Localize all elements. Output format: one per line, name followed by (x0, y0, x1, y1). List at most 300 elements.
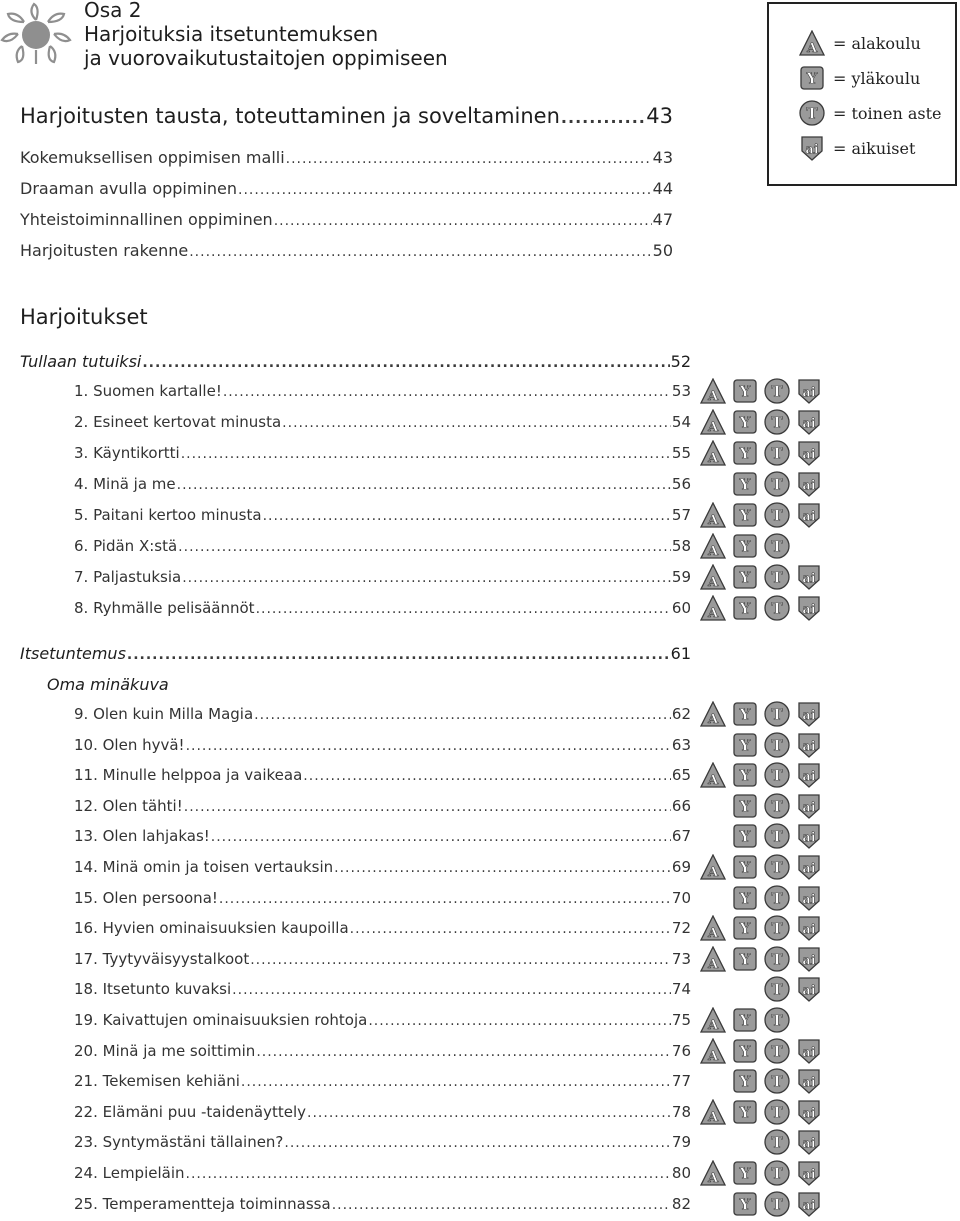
page-number: 69 (671, 858, 691, 876)
svg-text:T: T (771, 1164, 783, 1183)
toinen-aste-badge-icon (764, 564, 790, 590)
svg-text:Y: Y (739, 858, 751, 877)
entry-label: 21. Tekemisen kehiäni (74, 1072, 240, 1091)
legend-row (799, 135, 915, 161)
entry-label: Yhteistoiminnallinen oppiminen (20, 210, 273, 229)
ylakoulu-badge-icon (732, 1099, 758, 1125)
aikuiset-badge-icon (796, 440, 822, 466)
toc-exercise-entry (74, 1195, 691, 1217)
ylakoulu-badge-icon (732, 823, 758, 849)
legend-label: = alakoulu (833, 33, 921, 53)
svg-text:ai: ai (802, 922, 816, 938)
alakoulu-badge-icon (700, 533, 726, 559)
toinen-aste-badge-icon (764, 885, 790, 911)
entry-label: Draaman avulla oppiminen (20, 179, 238, 198)
page-number: 56 (671, 475, 691, 493)
svg-text:T: T (771, 1011, 783, 1030)
toinen-aste-badge-icon (764, 793, 790, 819)
toc-entry-background (20, 104, 673, 132)
level-badges (700, 762, 830, 792)
toinen-aste-badge-icon (764, 854, 790, 880)
svg-text:ai: ai (805, 142, 819, 158)
toc-entry (20, 148, 673, 170)
ylakoulu-badge-icon (732, 533, 758, 559)
dot-leader (211, 829, 671, 845)
page-number: 80 (671, 1164, 691, 1182)
ylakoulu-badge-icon (732, 885, 758, 911)
page-number: 59 (671, 568, 691, 586)
entry-label: 11. Minulle helppoa ja vaikeaa (74, 766, 303, 785)
svg-text:ai: ai (802, 478, 816, 494)
aikuiset-badge-icon (796, 1191, 822, 1217)
svg-text:T: T (806, 104, 818, 123)
entry-label: Tullaan tutuiksi (20, 352, 142, 371)
svg-text:Y: Y (739, 1011, 751, 1030)
alakoulu-badge-icon (700, 595, 726, 621)
entry-label: 18. Itsetunto kuvaksi (74, 980, 232, 999)
ylakoulu-badge-icon (732, 409, 758, 435)
ylakoulu-badge-icon (732, 1160, 758, 1186)
legend-row (799, 100, 941, 126)
toc-section-tullaan-tutuiksi (20, 352, 691, 374)
alakoulu-badge-icon (700, 502, 726, 528)
level-badges (700, 595, 830, 625)
aikuiset-badge-icon (796, 946, 822, 972)
entry-label: 14. Minä omin ja toisen vertauksin (74, 858, 334, 876)
dot-leader (232, 982, 671, 998)
svg-text:T: T (771, 919, 783, 938)
svg-text:A: A (707, 513, 719, 528)
aikuiset-badge-icon (796, 976, 822, 1002)
alakoulu-badge-icon (700, 762, 726, 788)
ylakoulu-badge-icon (732, 440, 758, 466)
ylakoulu-badge-icon (732, 1038, 758, 1064)
aikuiset-badge-icon (796, 595, 822, 621)
svg-text:Y: Y (739, 797, 751, 816)
page-number: 60 (671, 599, 691, 617)
alakoulu-badge-icon (700, 564, 726, 590)
svg-text:ai: ai (802, 800, 816, 816)
svg-text:ai: ai (802, 983, 816, 999)
page-number: 73 (671, 949, 691, 968)
svg-text:T: T (771, 1072, 783, 1091)
svg-text:A: A (707, 1018, 719, 1033)
dot-leader (177, 477, 671, 493)
ylakoulu-badge-icon (732, 378, 758, 404)
toc-exercise-entry (74, 382, 691, 404)
entry-label: Harjoitusten tausta, toteuttaminen ja soveltaminen (20, 104, 560, 128)
dot-leader (127, 647, 670, 663)
exercises-heading: Harjoitukset (20, 305, 148, 329)
toc-exercise-entry (74, 980, 691, 1002)
dot-leader (282, 415, 671, 431)
alakoulu-badge-icon (700, 701, 726, 727)
alakoulu-badge-icon (700, 1007, 726, 1033)
dot-leader (332, 1197, 671, 1213)
svg-text:T: T (771, 797, 783, 816)
dot-leader (274, 213, 652, 229)
svg-text:A: A (707, 926, 719, 942)
toc-exercise-entry (74, 1042, 691, 1064)
entry-label: 25. Temperamentteja toiminnassa (74, 1194, 331, 1213)
svg-text:Y: Y (739, 705, 751, 724)
level-badges (700, 440, 830, 470)
entry-label: 22. Elämäni puu -taidenäyttely (74, 1102, 307, 1121)
entry-label: 6. Pidän X:stä (74, 537, 178, 555)
alakoulu-badge-icon (700, 946, 726, 972)
svg-text:T: T (771, 1133, 783, 1152)
page-number: 78 (671, 1102, 691, 1121)
toinen-aste-badge-icon (764, 823, 790, 849)
level-badges (700, 793, 830, 823)
entry-label: 2. Esineet kertovat minusta (74, 413, 282, 431)
page-number: 52 (670, 352, 691, 371)
page-number: 65 (671, 766, 691, 785)
svg-text:Y: Y (739, 475, 751, 494)
svg-text:T: T (771, 705, 783, 724)
level-badges (700, 1007, 830, 1037)
part-title-line1: Harjoituksia itsetuntemuksen (84, 22, 379, 46)
dot-leader (561, 108, 645, 127)
toc-exercise-entry (74, 827, 691, 849)
toc-exercise-entry (74, 919, 691, 941)
svg-text:Y: Y (739, 506, 751, 525)
ylakoulu-badge-icon (732, 595, 758, 621)
dot-leader (256, 1044, 671, 1060)
aikuiset-badge-icon (796, 854, 822, 880)
alakoulu-badge-icon (700, 854, 726, 880)
aikuiset-badge-icon (796, 793, 822, 819)
dot-leader (223, 384, 671, 400)
toinen-aste-badge-icon (764, 915, 790, 941)
level-badges (700, 1038, 830, 1068)
toc-exercise-entry (74, 537, 691, 559)
svg-text:Y: Y (739, 1164, 751, 1183)
page-number: 76 (671, 1041, 691, 1060)
dot-leader (184, 799, 671, 815)
toc-exercise-entry (74, 705, 691, 727)
toc-exercise-entry (74, 1133, 691, 1155)
level-badges (700, 378, 830, 408)
page-number: 43 (646, 104, 673, 128)
aikuiset-badge-icon (796, 471, 822, 497)
dot-leader (186, 1166, 671, 1182)
level-badges (700, 1191, 830, 1221)
legend-label: = toinen aste (833, 103, 942, 123)
svg-text:T: T (771, 382, 783, 401)
toinen-aste-badge-icon (764, 533, 790, 559)
legend-label: = aikuiset (833, 138, 916, 158)
svg-text:ai: ai (802, 416, 816, 432)
svg-text:T: T (771, 950, 783, 969)
aikuiset-badge-icon (796, 885, 822, 911)
entry-label: 9. Olen kuin Milla Magia (74, 705, 254, 723)
dot-leader (284, 1135, 671, 1151)
svg-text:ai: ai (802, 1106, 816, 1122)
svg-text:ai: ai (802, 447, 816, 463)
entry-label: 4. Minä ja me (74, 475, 176, 493)
entry-label: 1. Suomen kartalle! (74, 382, 222, 400)
toinen-aste-badge-icon (764, 732, 790, 758)
aikuiset-badge-icon (796, 378, 822, 404)
dot-leader (286, 151, 652, 167)
page-number: 79 (671, 1133, 691, 1152)
svg-text:T: T (771, 506, 783, 525)
dot-leader (334, 860, 671, 876)
svg-text:T: T (771, 858, 783, 877)
dot-leader (368, 1013, 671, 1029)
toinen-aste-badge-icon (764, 1191, 790, 1217)
level-badges (700, 564, 830, 594)
dot-leader (263, 508, 671, 524)
entry-label: 12. Olen tähti! (74, 796, 183, 815)
entry-label: 24. Lempieläin (74, 1164, 185, 1182)
svg-text:A: A (707, 956, 719, 972)
svg-text:ai: ai (802, 1136, 816, 1152)
svg-text:ai: ai (802, 830, 816, 846)
toinen-aste-badge-icon (764, 1160, 790, 1186)
alakoulu-badge-icon (799, 30, 825, 56)
svg-text:Y: Y (739, 1103, 751, 1122)
ylakoulu-badge-icon (732, 732, 758, 758)
ylakoulu-badge-icon (732, 701, 758, 727)
entry-label: 10. Olen hyvä! (74, 735, 185, 754)
toinen-aste-badge-icon (764, 1038, 790, 1064)
toinen-aste-badge-icon (764, 1099, 790, 1125)
page-number: 77 (671, 1072, 691, 1091)
svg-text:A: A (707, 1109, 719, 1125)
toc-exercise-entry (74, 1164, 691, 1186)
entry-label: Kokemuksellisen oppimisen malli (20, 148, 285, 167)
toc-exercise-entry (74, 475, 691, 497)
svg-text:Y: Y (739, 950, 751, 969)
svg-text:ai: ai (802, 892, 816, 908)
page-number: 75 (671, 1011, 691, 1029)
page-number: 44 (652, 179, 673, 198)
ylakoulu-badge-icon (732, 946, 758, 972)
level-badges (700, 885, 830, 915)
dot-leader (241, 1074, 671, 1090)
entry-label: 23. Syntymästäni tällainen? (74, 1133, 284, 1152)
toc-exercise-entry (74, 444, 691, 466)
toc-exercise-entry (74, 1103, 691, 1125)
entry-label: 17. Tyytyväisyystalkoot (74, 949, 250, 968)
toinen-aste-badge-icon (799, 100, 825, 126)
page-number: 62 (671, 705, 691, 723)
page-number: 47 (652, 210, 673, 229)
toinen-aste-badge-icon (764, 1129, 790, 1155)
dot-leader (307, 1105, 671, 1121)
toc-exercise-entry (74, 889, 691, 911)
level-badges (700, 823, 830, 853)
level-badges (700, 409, 830, 439)
level-badges (700, 946, 830, 976)
sun-logo-icon (0, 0, 78, 66)
toinen-aste-badge-icon (764, 409, 790, 435)
alakoulu-badge-icon (700, 1038, 726, 1064)
dot-leader (254, 707, 671, 723)
entry-label: 15. Olen persoona! (74, 888, 218, 907)
alakoulu-badge-icon (700, 1099, 726, 1125)
svg-text:T: T (771, 599, 783, 618)
legend-row (799, 65, 920, 91)
toinen-aste-badge-icon (764, 701, 790, 727)
svg-text:ai: ai (802, 1198, 816, 1214)
toc-exercise-entry (74, 599, 691, 621)
toinen-aste-badge-icon (764, 378, 790, 404)
page-number: 53 (671, 382, 691, 400)
entry-label: Harjoitusten rakenne (20, 241, 189, 260)
aikuiset-badge-icon (796, 409, 822, 435)
toc-section-itsetuntemus (20, 644, 691, 666)
toc-exercise-entry (74, 1072, 691, 1094)
toc-exercise-entry (74, 568, 691, 590)
page-number: 70 (671, 888, 691, 907)
toc-exercise-entry (74, 413, 691, 435)
toc-exercise-entry (74, 797, 691, 819)
dot-leader (256, 601, 671, 617)
level-badges (700, 732, 830, 762)
entry-label: 5. Paitani kertoo minusta (74, 506, 262, 524)
aikuiset-badge-icon (796, 915, 822, 941)
svg-text:ai: ai (802, 571, 816, 587)
alakoulu-badge-icon (700, 378, 726, 404)
svg-text:Y: Y (739, 599, 751, 618)
aikuiset-badge-icon (796, 1160, 822, 1186)
svg-text:ai: ai (802, 1167, 816, 1183)
ylakoulu-badge-icon (732, 1191, 758, 1217)
svg-text:T: T (771, 766, 783, 785)
svg-text:Y: Y (739, 1195, 751, 1214)
level-badges (700, 1129, 830, 1159)
ylakoulu-badge-icon (732, 1007, 758, 1033)
level-badges (700, 502, 830, 532)
svg-text:T: T (771, 568, 783, 587)
page-number: 67 (671, 827, 691, 846)
svg-text:Y: Y (739, 382, 751, 401)
toinen-aste-badge-icon (764, 976, 790, 1002)
svg-text:T: T (771, 827, 783, 846)
dot-leader (250, 952, 671, 968)
dot-leader (186, 738, 671, 754)
svg-text:A: A (707, 712, 719, 727)
dot-leader (350, 921, 671, 937)
svg-text:Y: Y (739, 827, 751, 846)
svg-text:Y: Y (739, 766, 751, 785)
page-number: 82 (671, 1194, 691, 1213)
svg-text:T: T (771, 537, 783, 556)
page-number: 55 (671, 444, 691, 462)
entry-label: 8. Ryhmälle pelisäännöt (74, 599, 255, 617)
svg-text:ai: ai (802, 953, 816, 969)
svg-text:A: A (707, 606, 719, 621)
legend-row (799, 30, 921, 56)
toc-exercise-entry (74, 950, 691, 972)
level-badges (700, 701, 830, 731)
svg-text:ai: ai (802, 509, 816, 525)
page-number: 72 (671, 919, 691, 938)
entry-label: 13. Olen lahjakas! (74, 827, 210, 846)
svg-text:Y: Y (739, 537, 751, 556)
svg-text:Y: Y (739, 1042, 751, 1061)
dot-leader (182, 570, 671, 586)
svg-text:A: A (707, 420, 719, 435)
page-number: 54 (671, 413, 691, 431)
svg-text:T: T (771, 444, 783, 463)
svg-text:ai: ai (802, 708, 816, 724)
toinen-aste-badge-icon (764, 471, 790, 497)
svg-text:Y: Y (806, 69, 818, 88)
alakoulu-badge-icon (700, 409, 726, 435)
dot-leader (219, 891, 671, 907)
entry-label: 3. Käyntikortti (74, 444, 180, 462)
level-badges (700, 471, 830, 501)
ylakoulu-badge-icon (732, 471, 758, 497)
dot-leader (303, 768, 671, 784)
svg-text:ai: ai (802, 1045, 816, 1061)
svg-text:Y: Y (739, 413, 751, 432)
aikuiset-badge-icon (799, 135, 825, 161)
toinen-aste-badge-icon (764, 1007, 790, 1033)
toc-exercise-entry (74, 506, 691, 528)
svg-text:Y: Y (739, 919, 751, 938)
ylakoulu-badge-icon (732, 793, 758, 819)
svg-text:ai: ai (802, 1075, 816, 1091)
toinen-aste-badge-icon (764, 440, 790, 466)
svg-text:A: A (707, 865, 719, 880)
dot-leader (238, 182, 652, 198)
alakoulu-badge-icon (700, 915, 726, 941)
svg-text:A: A (806, 41, 818, 56)
aikuiset-badge-icon (796, 1068, 822, 1094)
svg-text:ai: ai (802, 861, 816, 877)
svg-text:ai: ai (802, 602, 816, 618)
level-badges (700, 976, 830, 1006)
svg-text:Y: Y (739, 568, 751, 587)
ylakoulu-badge-icon (732, 502, 758, 528)
level-badges (700, 915, 830, 945)
alakoulu-badge-icon (700, 1160, 726, 1186)
level-legend-box (767, 2, 957, 186)
ylakoulu-badge-icon (732, 762, 758, 788)
toc-exercise-entry (74, 1011, 691, 1033)
aikuiset-badge-icon (796, 701, 822, 727)
svg-text:T: T (771, 889, 783, 908)
svg-text:A: A (707, 1171, 719, 1186)
svg-text:Y: Y (739, 444, 751, 463)
part-label: Osa 2 (84, 0, 142, 22)
entry-label: 16. Hyvien ominaisuuksien kaupoilla (74, 919, 349, 938)
toc-entry (20, 210, 673, 232)
aikuiset-badge-icon (796, 1038, 822, 1064)
entry-label: 20. Minä ja me soittimin (74, 1041, 256, 1060)
toc-exercise-entry (74, 736, 691, 758)
toc-entry (20, 179, 673, 201)
ylakoulu-badge-icon (732, 1068, 758, 1094)
alakoulu-badge-icon (700, 440, 726, 466)
svg-text:A: A (707, 451, 719, 466)
svg-text:A: A (707, 1048, 719, 1064)
aikuiset-badge-icon (796, 502, 822, 528)
page-number: 58 (671, 537, 691, 555)
aikuiset-badge-icon (796, 762, 822, 788)
part-title-line2: ja vuorovaikutustaitojen oppimiseen (84, 46, 448, 70)
entry-label: 7. Paljastuksia (74, 568, 182, 586)
entry-label: 19. Kaivattujen ominaisuuksien rohtoja (74, 1011, 368, 1029)
entry-label: Itsetuntemus (20, 644, 126, 663)
ylakoulu-badge-icon (799, 65, 825, 91)
svg-text:T: T (771, 980, 783, 999)
